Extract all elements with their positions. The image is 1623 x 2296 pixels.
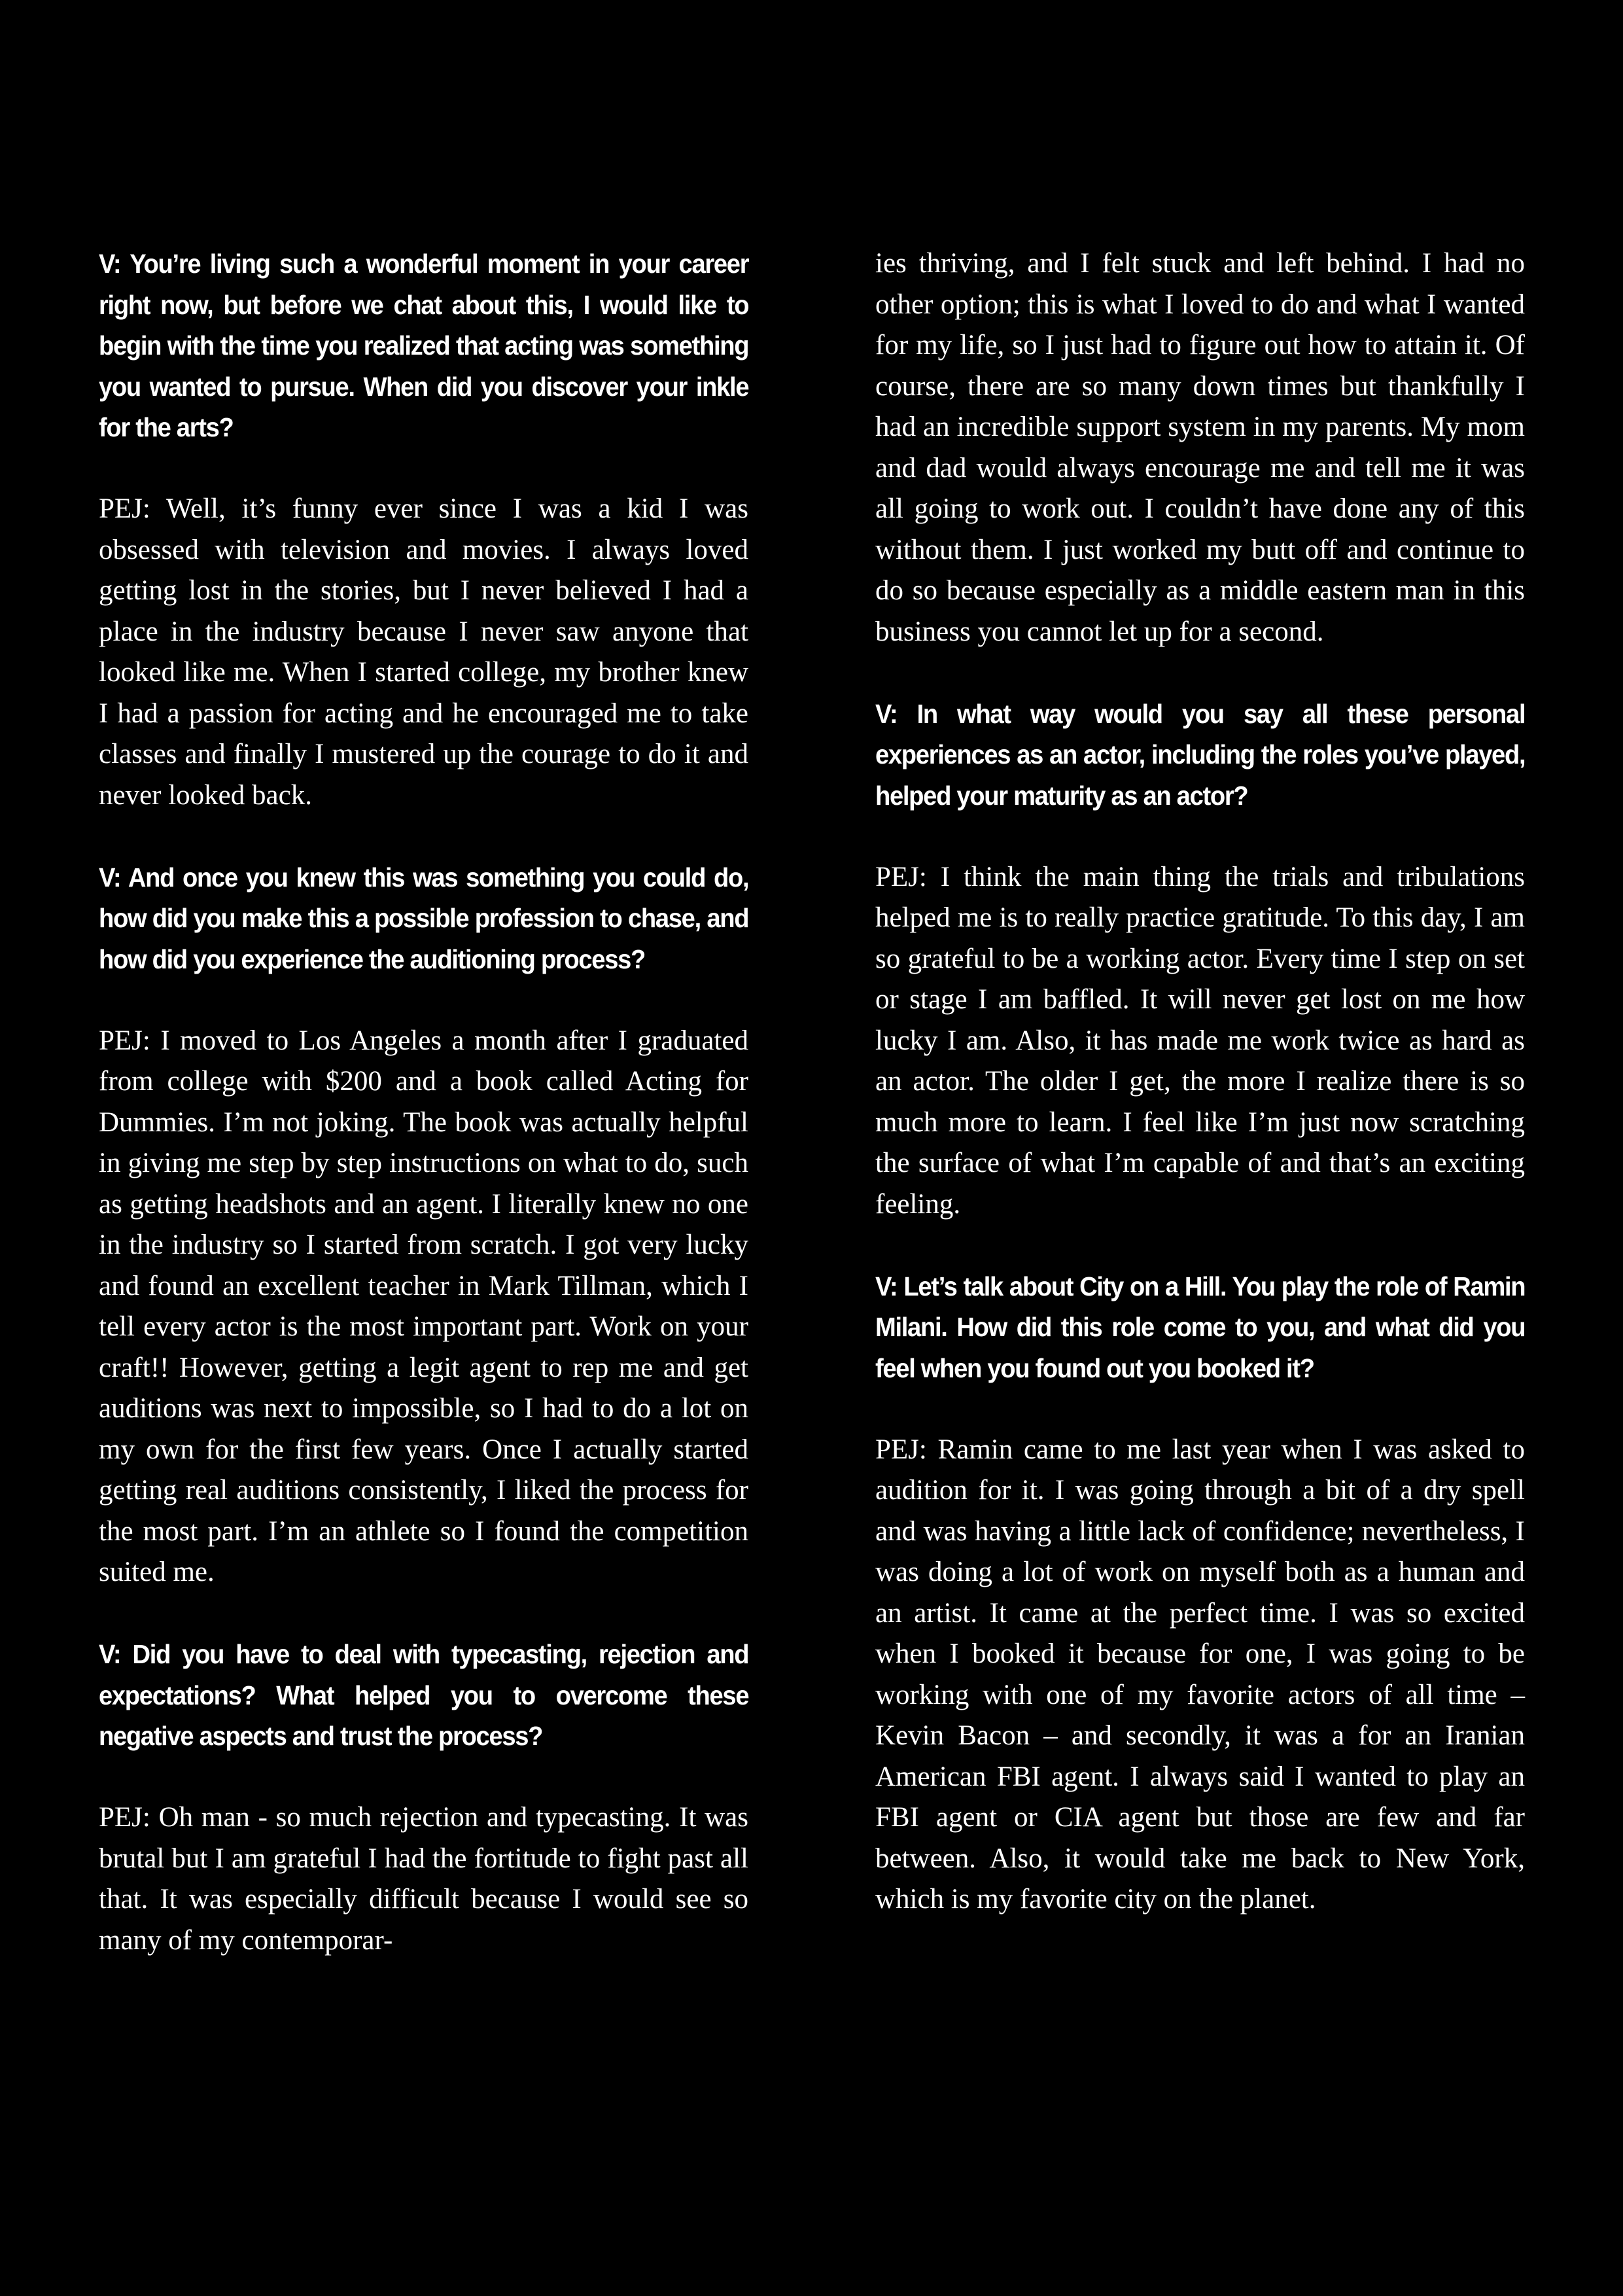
speaker-label: PEJ: [99,1025,150,1056]
speaker-label: PEJ: [99,493,150,524]
speaker-label: PEJ: [875,1434,927,1465]
interview-answer [99,1797,748,1961]
interview-question: V: Did you have to deal with typecasting, rejection and expectations? What helped you to overcome these negative aspects and trust the process? [99,1639,749,1751]
interview-answer-continued [875,243,1525,652]
answer-text: I moved to Los Angeles a month after I graduated from college with $200 and a book called Acting for Dummies. I’m not joking. The book was actually helpful in giving me step by step instructions on what to do, such as getting headshots and an agent. I literally knew no one in the industry so I started from scratch. I got very lucky and found an excellent teacher in Mark Tillman, which I tell every actor is the most important part. Work on your craft!! However, getting a legit agent to rep me and get auditions was next to impossible, so I had to do a lot on my own for the first few years. Once I actually started getting real auditions consistently, I liked the process for the most part. I’m an athlete so I found the competition suited me. [99,1025,748,1587]
answer-text: ies thriving, and I felt stuck and left behind. I had no other option; this is what I loved to do and what I wanted for my life, so I just had to figure out how to attain it. Of course, there are so many down times but thankfully I had an incredible support system in my parents. My mom and dad would always encourage me and tell me it was all going to work out. I couldn’t have done any of this without them. I just worked my butt off and continue to do so because especially as a middle eastern man in this business you cannot let up for a second. [875,248,1525,647]
interview-answer [875,857,1525,1226]
interview-question: V: In what way would you say all these personal experiences as an actor, including the roles you’ve played, helped your maturity as an actor? [875,698,1526,811]
answer-text: Ramin came to me last year when I was asked to audition for it. I was going through a bit of a dry spell and was having a little lack of confidence; nevertheless, I was doing a lot of work on myself both as a human and an artist. It came at the perfect time. I was so excited when I booked it because for one, I was going to be working with one of my favorite actors of all time – Kevin Bacon – and secondly, it was a for an Iranian American FBI agent. I always said I wanted to play an FBI agent or CIA agent but those are few and far between. Also, it would take me back to New York, which is my favorite city on the planet. [875,1434,1525,1915]
interview-answer [99,489,748,816]
interview-question: V: Let’s talk about City on a Hill. You play the role of Ramin Milani. How did this role come to you, and what did you feel when you found out you booked it? [875,1271,1526,1383]
interview-answer [99,1021,748,1593]
interview-answer [875,1430,1525,1920]
interview-question: V: And once you knew this was something you could do, how did you make this a possible profession to chase, and how did you experience the auditioning process? [99,862,749,974]
speaker-label: PEJ: [875,861,927,892]
answer-text: Oh man - so much rejection and typecasting. It was brutal but I am grateful I had the fortitude to fight past all that. It was especially difficult because I would see so many of my contemporar- [99,1802,748,1956]
left-column [99,243,748,2002]
answer-text: Well, it’s funny ever since I was a kid I was obsessed with television and movies. I always loved getting lost in the stories, but I never believed I had a place in the industry because I never saw anyone that looked like me. When I started college, my brother knew I had a passion for acting and he encouraged me to take classes and finally I mustered up the courage to do it and never looked back. [99,493,748,811]
interview-question: V: You’re living such a wonderful moment in your career right now, but before we chat about this, I would like to begin with the time you realized that acting was something you wanted to pursue. When did you discover your inkle for the arts? [99,249,749,442]
right-column [875,243,1525,1961]
speaker-label: PEJ: [99,1802,150,1833]
answer-text: I think the main thing the trials and tribulations helped me is to really practice gratitude. To this day, I am so grateful to be a working actor. Every time I step on set or stage I am baffled. It will never get lost on me how lucky I am. Also, it has made me work twice as hard as an actor. The older I get, the more I realize there is so much more to learn. I feel like I’m just now scratching the surface of what I’m capable of and that’s an exciting feeling. [875,861,1525,1220]
